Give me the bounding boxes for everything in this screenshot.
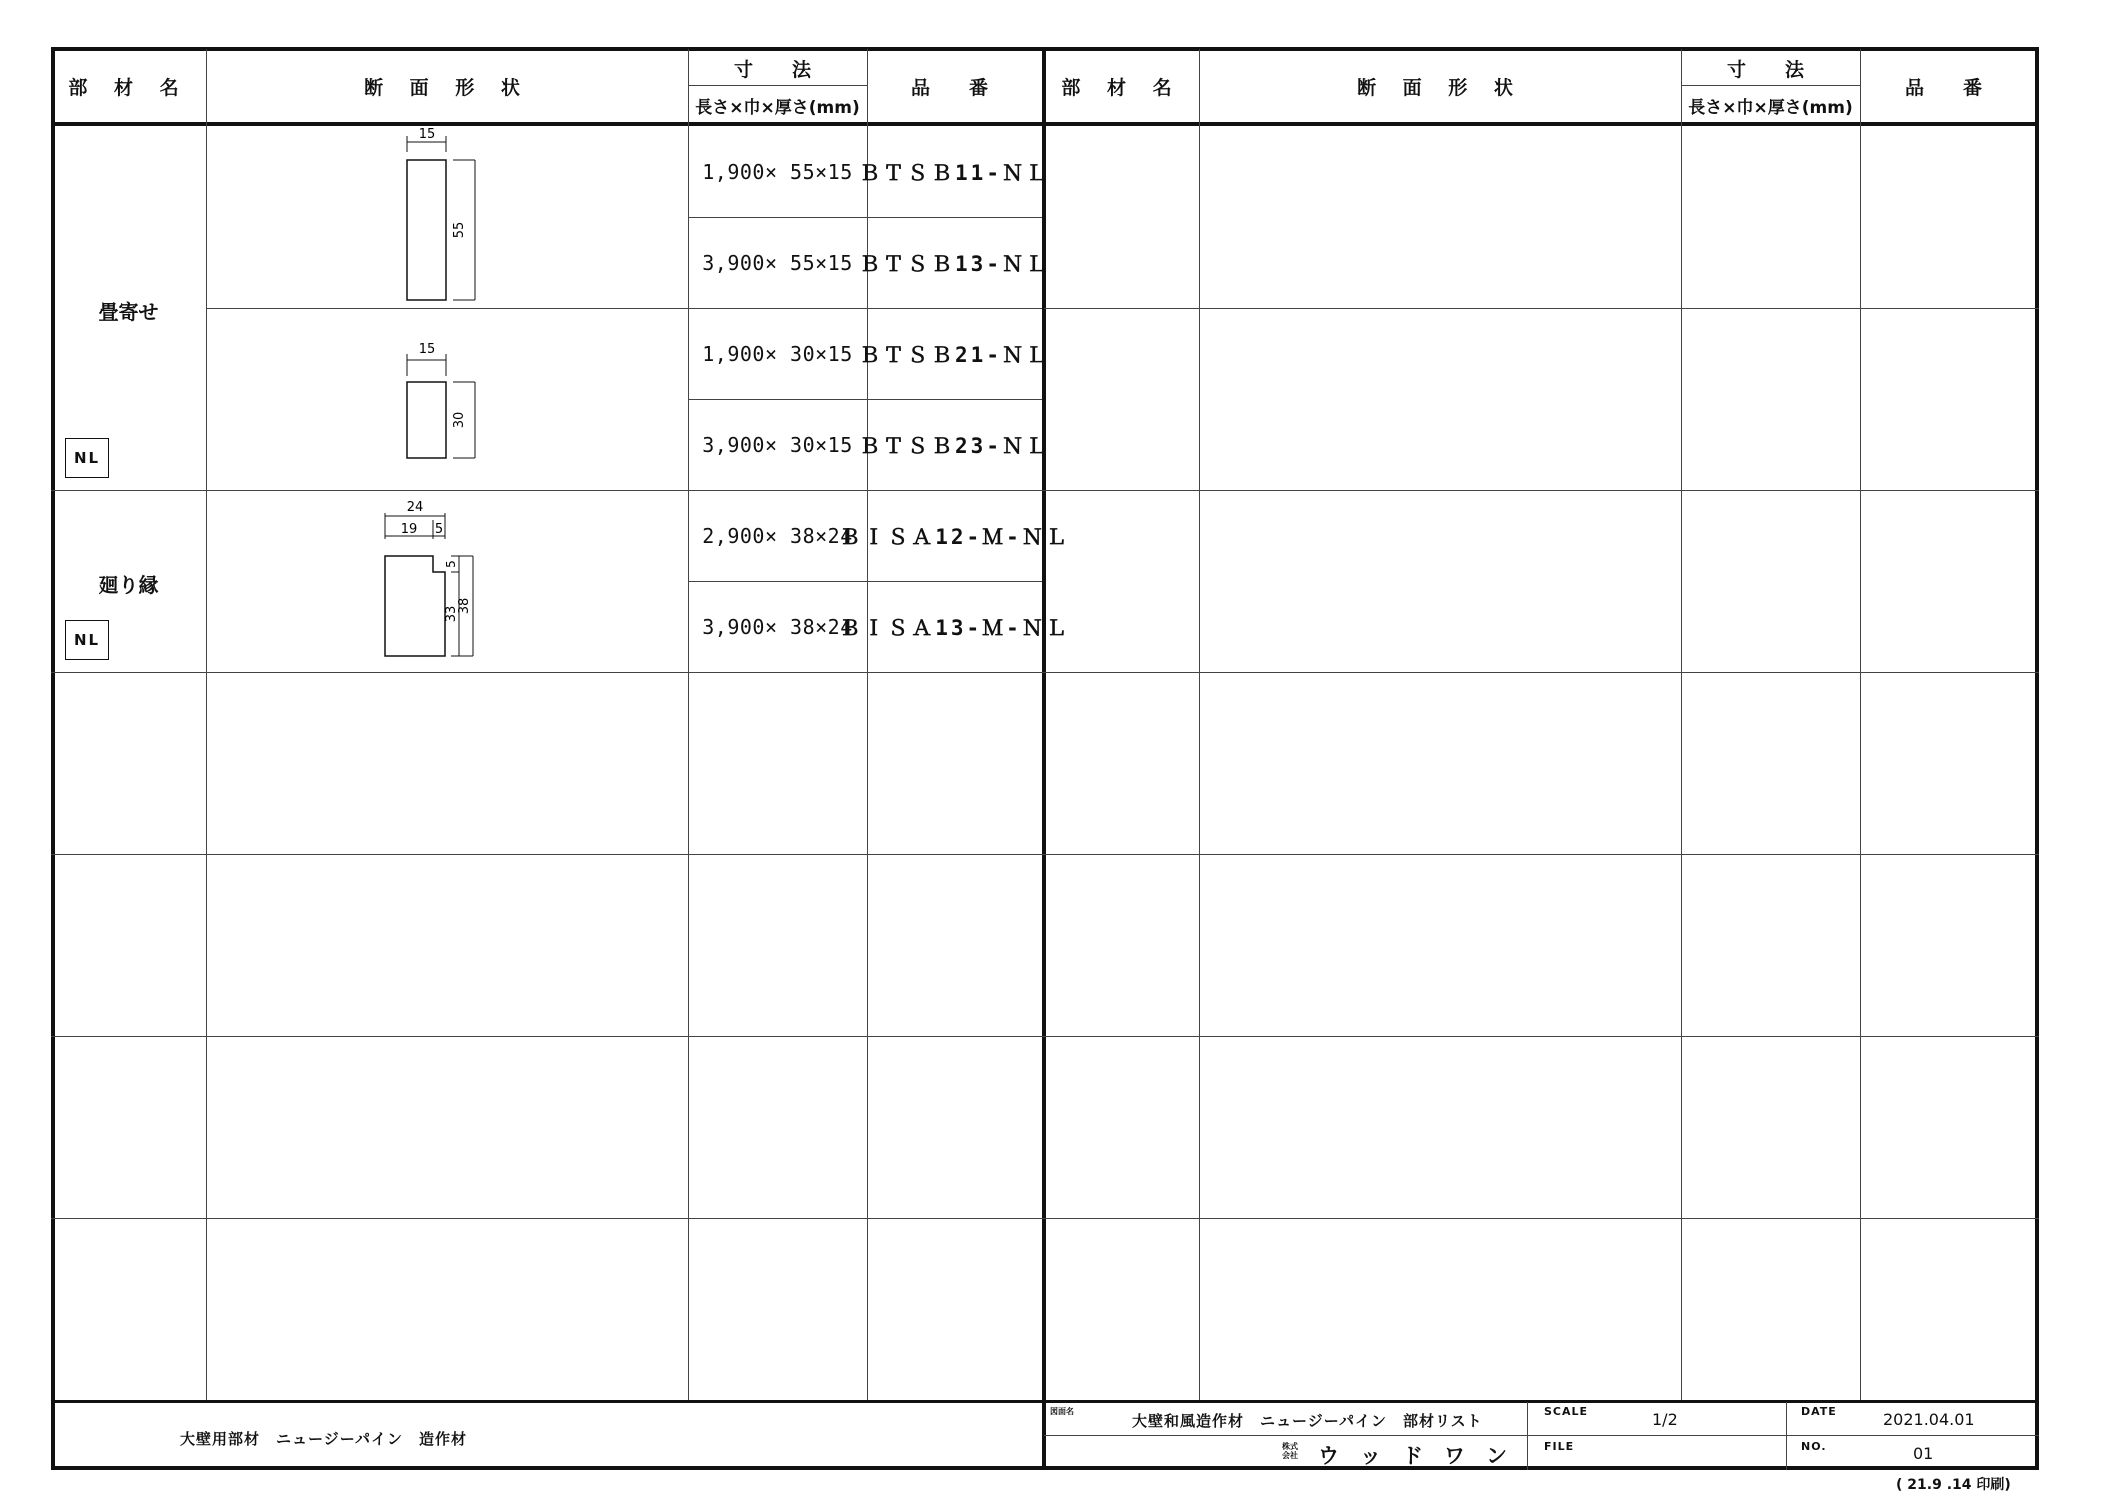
row-line [51, 1218, 2039, 1219]
size-cell: 3,900× 30×15 [702, 432, 853, 457]
size-cell: 3,900× 55×15 [702, 250, 853, 275]
footer-divider [51, 1400, 2039, 1403]
print-note: ( 21.9 .14 印刷) [1896, 1477, 2011, 1493]
header-dimension: 寸 法 [733, 59, 821, 81]
dim-label: 5 [444, 560, 458, 568]
part-number-cell: ＢＴＳＢ21-ＮＬ [859, 342, 1050, 367]
part-number-cell: ＢＴＳＢ13-ＮＬ [859, 251, 1050, 276]
dim-label: 38 [457, 597, 472, 615]
date-value: 2021.04.01 [1883, 1410, 1975, 1429]
dim-header-split [688, 85, 867, 86]
company-prefix: 株式会社 [1282, 1442, 1298, 1460]
date-label: DATE [1801, 1405, 1837, 1418]
dim-label: 15 [418, 127, 436, 142]
member-name: 廻り縁 [98, 572, 159, 597]
header-section-shape: 断 面 形 状 [1357, 77, 1523, 99]
titleblock-line [1044, 1435, 2039, 1436]
row-line [1044, 308, 2039, 309]
titleblock-line [1786, 1402, 1787, 1470]
dim-label: 19 [400, 522, 418, 537]
col-line [206, 49, 207, 1400]
col-line [1681, 49, 1682, 1400]
header-dimension: 寸 法 [1726, 59, 1814, 81]
header-dimension-sub: 長さ×巾×厚さ(mm) [695, 98, 860, 118]
col-line [1199, 49, 1200, 1400]
header-member-name: 部 材 名 [68, 77, 189, 99]
titleblock-line [1527, 1402, 1528, 1470]
part-number-cell: ＢＩＳＡ13-Ｍ-ＮＬ [839, 615, 1070, 640]
header-part-number: 品 番 [910, 77, 998, 99]
member-name: 畳寄せ [98, 299, 159, 324]
dim-label: 55 [452, 221, 467, 239]
no-label: NO. [1801, 1440, 1827, 1453]
no-value: 01 [1913, 1444, 1934, 1463]
part-number-cell: ＢＩＳＡ12-Ｍ-ＮＬ [839, 524, 1070, 549]
size-cell: 1,900× 55×15 [702, 159, 853, 184]
row-line [51, 672, 2039, 673]
header-member-name: 部 材 名 [1061, 77, 1182, 99]
scale-value: 1/2 [1652, 1410, 1678, 1429]
dim-label: 30 [452, 411, 467, 429]
part-number-cell: ＢＴＳＢ23-ＮＬ [859, 433, 1050, 458]
row-line [51, 490, 2039, 491]
row-line [51, 854, 2039, 855]
row-line [51, 1036, 2039, 1037]
drawing-name: 大壁和風造作材 ニュージーパイン 部材リスト [1132, 1412, 1483, 1430]
company-name: ウ ッ ド ワ ン [1318, 1444, 1507, 1468]
section-drawing-mawaribuchi [375, 496, 505, 668]
dim-label: 5 [434, 522, 444, 537]
size-cell: 2,900× 38×24 [702, 523, 853, 548]
header-section-shape: 断 面 形 状 [364, 77, 530, 99]
col-line [1860, 49, 1861, 1400]
dim-label: 33 [444, 605, 459, 623]
scale-label: SCALE [1544, 1405, 1589, 1418]
dim-label: 24 [406, 500, 424, 515]
section-drawing-15x55 [395, 126, 505, 306]
drawing-name-label: 図面名 [1050, 1407, 1074, 1416]
size-cell: 3,900× 38×24 [702, 614, 853, 639]
file-label: FILE [1544, 1440, 1575, 1453]
dim-label: 15 [418, 342, 436, 357]
nl-badge: NL [65, 438, 109, 478]
size-cell: 1,900× 30×15 [702, 341, 853, 366]
nl-badge: NL [65, 620, 109, 660]
dim-header-split [1681, 85, 1860, 86]
footer-left-caption: 大壁用部材 ニュージーパイン 造作材 [180, 1430, 467, 1448]
part-number-cell: ＢＴＳＢ11-ＮＬ [859, 160, 1050, 185]
header-part-number: 品 番 [1904, 77, 1992, 99]
section-drawing-15x30 [395, 334, 505, 464]
header-dimension-sub: 長さ×巾×厚さ(mm) [1688, 98, 1853, 118]
